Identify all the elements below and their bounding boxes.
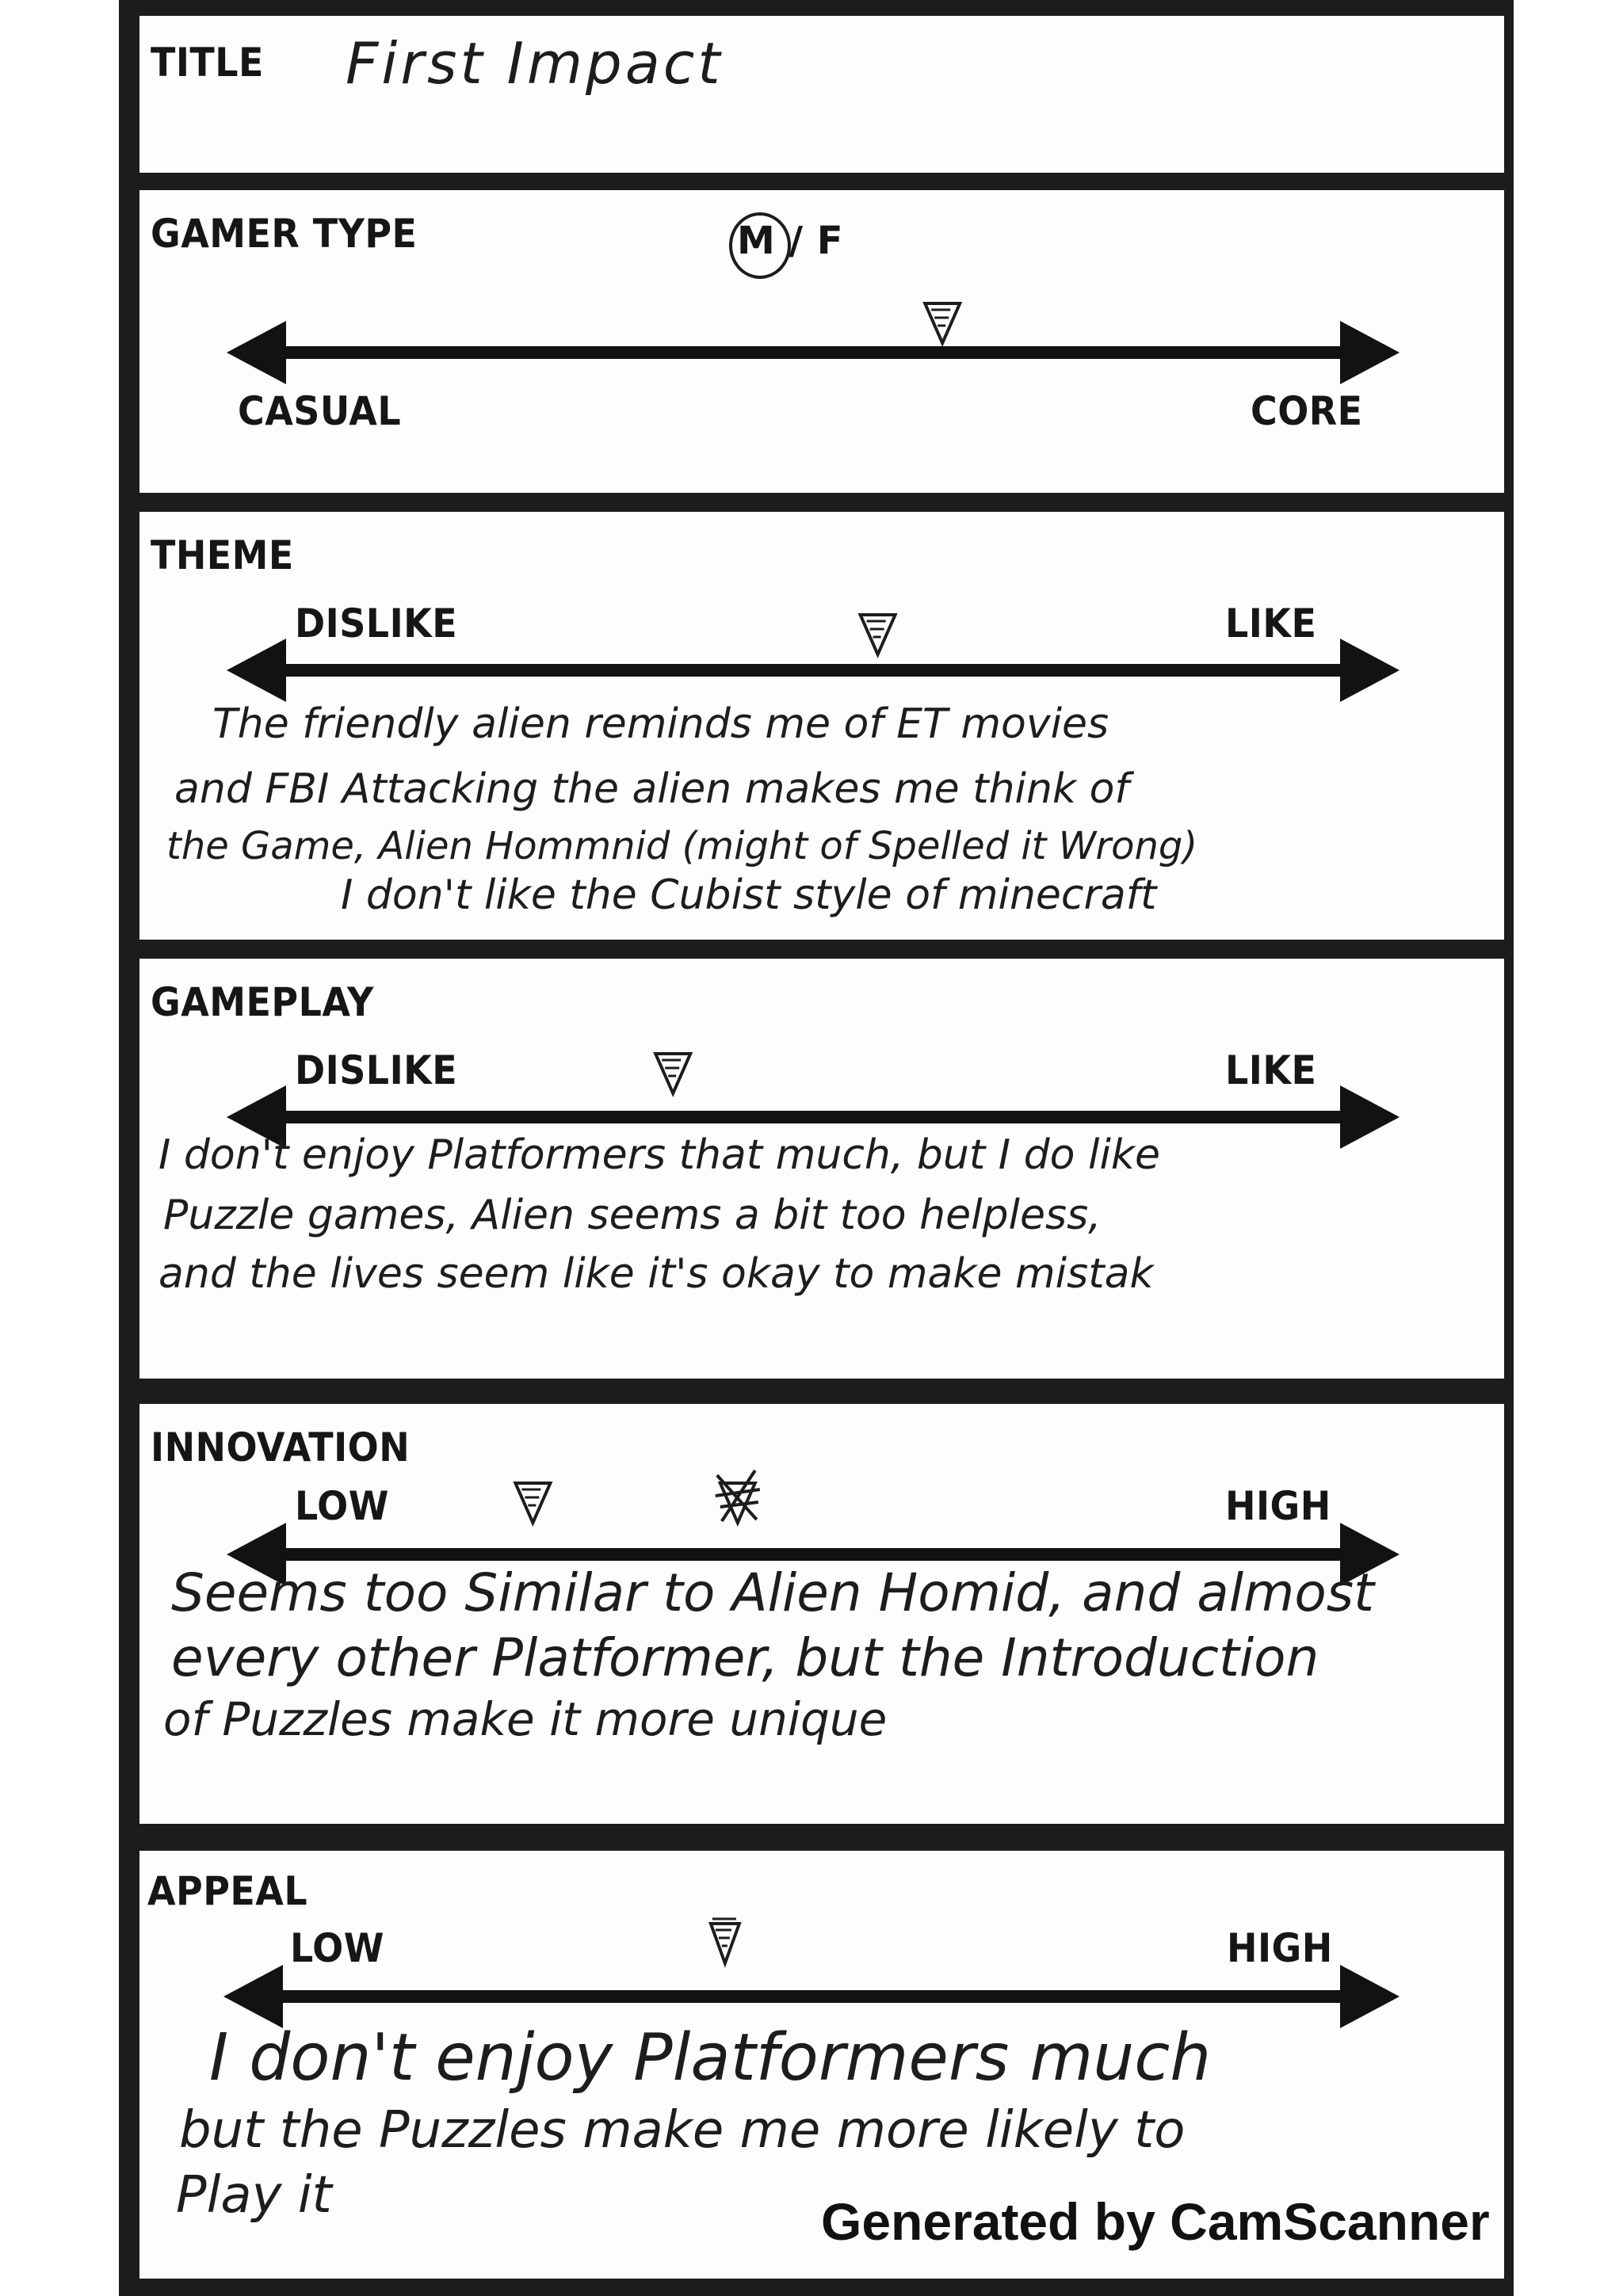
casual-label: CASUAL bbox=[238, 388, 402, 434]
innovation-left-label: LOW bbox=[295, 1483, 389, 1529]
innovation-comment-3: of Puzzles make it more unique bbox=[163, 1692, 888, 1746]
theme-panel bbox=[139, 512, 1504, 940]
gameplay-marker bbox=[655, 1054, 690, 1093]
camscanner-watermark: Generated by CamScanner bbox=[821, 2192, 1490, 2251]
innovation-comment-2: every other Platformer, but the Introduction bbox=[171, 1627, 1319, 1688]
appeal-comment-1: I don't enjoy Platformers much bbox=[209, 2020, 1212, 2096]
gamer-type-marker bbox=[925, 303, 960, 343]
innovation-panel bbox=[139, 1404, 1504, 1824]
innovation-comment-1: Seems too Similar to Alien Homid, and almost bbox=[171, 1562, 1374, 1623]
appeal-left-label: LOW bbox=[290, 1925, 384, 1971]
theme-left-label: DISLIKE bbox=[295, 601, 458, 646]
theme-label: THEME bbox=[151, 532, 294, 578]
innovation-marker bbox=[515, 1483, 550, 1523]
gender-selector bbox=[737, 219, 843, 274]
gamer-type-scale bbox=[227, 305, 1400, 400]
theme-comment-2: and FBI Attacking the alien makes me think of bbox=[174, 765, 1129, 813]
gamer-type-panel bbox=[139, 190, 1504, 493]
innovation-crossed-marker bbox=[716, 1470, 760, 1523]
gender-options: M / F bbox=[737, 219, 844, 263]
gameplay-comment-2: Puzzle games, Alien seems a bit too helpless, bbox=[163, 1192, 1102, 1239]
innovation-right-label: HIGH bbox=[1225, 1483, 1331, 1529]
core-label: CORE bbox=[1251, 388, 1363, 434]
gameplay-comment-3: and the lives seem like it's okay to make mistak bbox=[158, 1250, 1154, 1298]
theme-comment-4: I don't like the Cubist style of minecraft bbox=[341, 871, 1157, 919]
gameplay-panel bbox=[139, 959, 1504, 1379]
gamer-type-label: GAMER TYPE bbox=[151, 211, 418, 257]
gameplay-left-label: DISLIKE bbox=[295, 1047, 458, 1093]
gameplay-comment-1: I don't enjoy Platformers that much, but I do like bbox=[158, 1131, 1161, 1179]
theme-marker bbox=[861, 615, 896, 654]
appeal-comment-2: but the Puzzles make me more likely to bbox=[179, 2101, 1186, 2160]
appeal-marker bbox=[711, 1919, 739, 1963]
appeal-right-label: HIGH bbox=[1227, 1925, 1333, 1971]
theme-right-label: LIKE bbox=[1225, 601, 1317, 646]
appeal-label: APPEAL bbox=[147, 1868, 308, 1914]
theme-comment-3: the Game, Alien Hommnid (might of Spelled it Wrong) bbox=[166, 824, 1198, 868]
title-label: TITLE bbox=[151, 40, 264, 86]
title-value: First Impact bbox=[346, 30, 724, 97]
title-panel bbox=[139, 16, 1504, 173]
innovation-label: INNOVATION bbox=[151, 1425, 411, 1470]
theme-comment-1: The friendly alien reminds me of ET movies bbox=[212, 700, 1109, 748]
appeal-comment-3: Play it bbox=[176, 2166, 332, 2225]
gameplay-right-label: LIKE bbox=[1225, 1047, 1317, 1093]
gameplay-label: GAMEPLAY bbox=[151, 979, 374, 1025]
